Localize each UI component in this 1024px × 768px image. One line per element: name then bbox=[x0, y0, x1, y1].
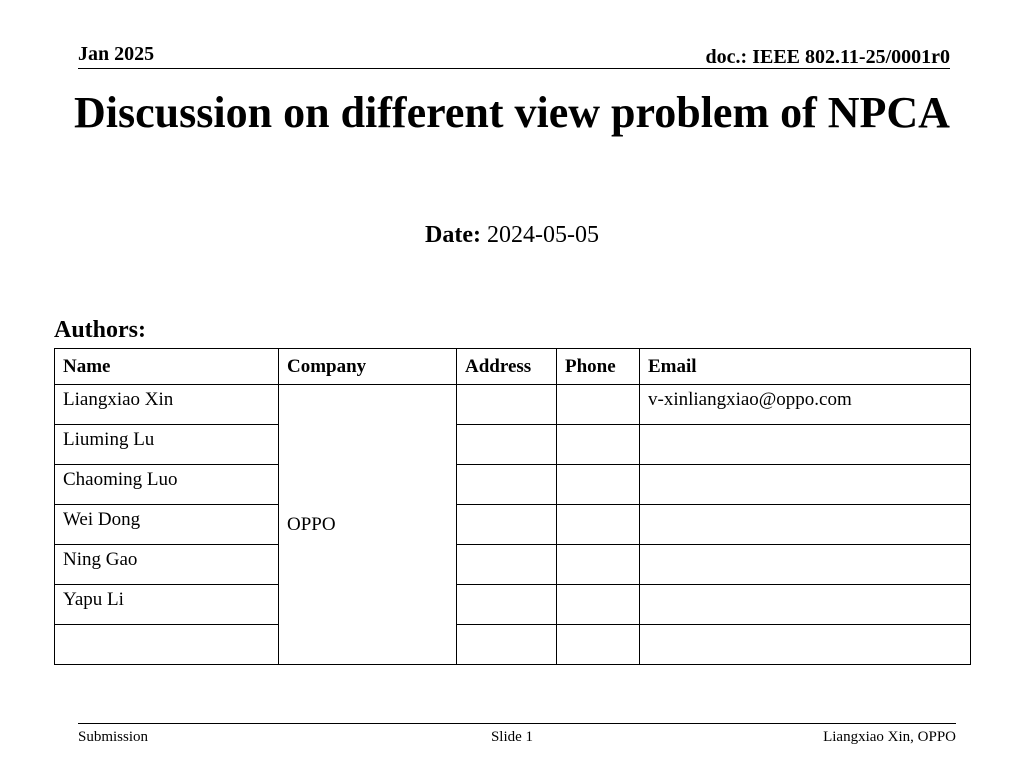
header-date: Jan 2025 bbox=[78, 43, 155, 65]
author-phone bbox=[557, 625, 640, 665]
author-name: Ning Gao bbox=[55, 545, 279, 585]
author-address bbox=[457, 425, 557, 465]
author-phone bbox=[557, 425, 640, 465]
author-name: Liuming Lu bbox=[55, 425, 279, 465]
table-row bbox=[55, 585, 971, 625]
footer-divider bbox=[78, 723, 956, 724]
author-name: Liangxiao Xin bbox=[55, 385, 279, 425]
author-email bbox=[640, 545, 971, 585]
author-address bbox=[457, 385, 557, 425]
column-header-name: Name bbox=[55, 349, 279, 385]
table-row bbox=[55, 465, 971, 505]
author-address bbox=[457, 545, 557, 585]
company-cell: OPPO bbox=[279, 385, 457, 665]
date-value: 2024-05-05 bbox=[486, 222, 599, 248]
column-header-address: Address bbox=[457, 349, 557, 385]
author-name: Wei Dong bbox=[55, 505, 279, 545]
author-name: Chaoming Luo bbox=[55, 465, 279, 505]
column-header-company: Company bbox=[279, 349, 457, 385]
date-label: Date: bbox=[425, 222, 481, 248]
author-phone bbox=[557, 545, 640, 585]
author-name: Yapu Li bbox=[55, 585, 279, 625]
header-doc-id: doc.: IEEE 802.11-25/0001r0 bbox=[705, 46, 950, 68]
authors-table bbox=[54, 348, 971, 665]
author-address bbox=[457, 625, 557, 665]
author-name bbox=[55, 625, 279, 665]
author-email bbox=[640, 585, 971, 625]
author-email bbox=[640, 465, 971, 505]
authors-label: Authors: bbox=[54, 317, 147, 343]
author-phone bbox=[557, 585, 640, 625]
header-divider bbox=[78, 68, 950, 69]
slide-title: Discussion on different view problem of NPCA bbox=[74, 88, 950, 137]
footer-author: Liangxiao Xin, OPPO bbox=[823, 729, 956, 745]
author-address bbox=[457, 465, 557, 505]
author-email bbox=[640, 505, 971, 545]
author-phone bbox=[557, 465, 640, 505]
table-row bbox=[55, 545, 971, 585]
author-phone bbox=[557, 385, 640, 425]
table-header-row bbox=[55, 349, 971, 385]
author-address bbox=[457, 505, 557, 545]
column-header-phone: Phone bbox=[557, 349, 640, 385]
author-email bbox=[640, 625, 971, 665]
date-line bbox=[0, 220, 1024, 250]
table-row bbox=[55, 625, 971, 665]
table-row bbox=[55, 425, 971, 465]
author-phone bbox=[557, 505, 640, 545]
table-row bbox=[55, 505, 971, 545]
author-email bbox=[640, 425, 971, 465]
author-address bbox=[457, 585, 557, 625]
author-email: v-xinliangxiao@oppo.com bbox=[640, 385, 971, 425]
footer-submission: Submission bbox=[78, 729, 149, 745]
table-row bbox=[55, 385, 971, 425]
column-header-email: Email bbox=[640, 349, 971, 385]
footer-slide-number: Slide 1 bbox=[490, 729, 534, 745]
